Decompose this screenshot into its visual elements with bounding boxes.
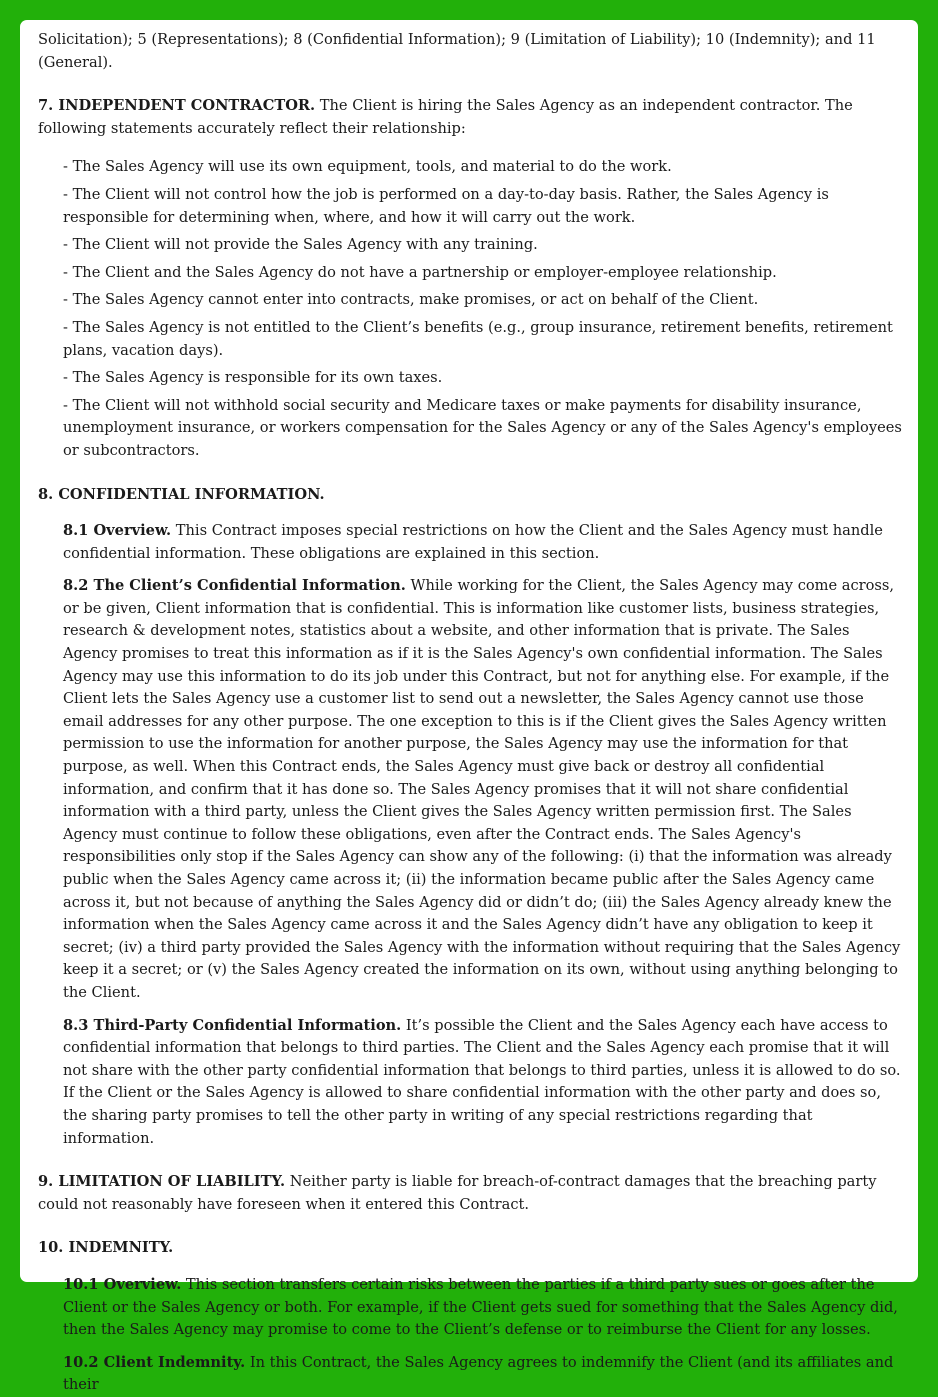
section-9-heading: 9. LIMITATION OF LIABILITY.	[38, 1173, 286, 1191]
subsection-10-2-text: In this Contract, the Sales Agency agrees to indemnify the Client (and its affiliates and their	[63, 1353, 894, 1394]
subsection-10-2	[63, 1352, 908, 1397]
bullet-item: - The Client and the Sales Agency do not have a partnership or employer-employee relationship.	[63, 263, 777, 281]
bullet-item: - The Sales Agency will use its own equipment, tools, and material to do the work.	[63, 158, 672, 176]
section-9-paragraph	[38, 1171, 908, 1216]
section-7-bullet-list	[38, 156, 908, 462]
section-7-text: The Client is hiring the Sales Agency as an independent contractor. The following statements accurately reflect their relationship:	[38, 97, 853, 137]
document-page	[20, 20, 918, 1394]
section-10-heading-line	[38, 1237, 908, 1260]
subsection-8-3-title: 8.3 Third-Party Confidential Information.	[63, 1016, 402, 1034]
subsection-10-1-text: This section transfers certain risks between the parties if a third party sues or goes after the Client or the Sales Agency or both. For example, if the Client gets sued for something that the Sales Agency did, then the Sales Agency may promise to come to the Client’s defense or to reimburse the Client for any losses.	[63, 1275, 898, 1339]
bullet-item: - The Sales Agency is not entitled to the Client’s benefits (e.g., group insurance, retirement benefits, retirement plans, vacation days).	[63, 318, 893, 359]
section-independent-contractor	[38, 95, 908, 462]
section-9-text: Neither party is liable for breach-of-contract damages that the breaching party could not reasonably have foreseen when it entered this Contract.	[38, 1173, 877, 1213]
section-7-heading: 7. INDEPENDENT CONTRACTOR.	[38, 97, 316, 115]
subsection-8-3	[63, 1015, 908, 1151]
bullet-item: - The Sales Agency cannot enter into contracts, make promises, or act on behalf of the Client.	[63, 291, 759, 309]
bullet-item: - The Client will not control how the job is performed on a day-to-day basis. Rather, the Sales Agency is responsible for determining when, where, and how it will carry out the work.	[63, 185, 829, 226]
section-8-heading: 8. CONFIDENTIAL INFORMATION.	[38, 485, 325, 503]
subsection-8-2	[63, 575, 908, 1004]
contract-body	[38, 29, 908, 1397]
intro-fragment: Solicitation); 5 (Representations); 8 (Confidential Information); 9 (Limitation of Liability); 10 (Indemnity); and 11 (General).	[38, 31, 876, 71]
section-8-heading-line	[38, 484, 908, 507]
subsection-8-1-title: 8.1 Overview.	[63, 522, 172, 540]
subsection-10-1-title: 10.1 Overview.	[63, 1275, 182, 1293]
subsection-8-1	[63, 520, 908, 565]
section-10-subsections	[38, 1274, 908, 1397]
section-10-heading: 10. INDEMNITY.	[38, 1239, 174, 1257]
section-confidential-information	[38, 484, 908, 1151]
subsection-10-1	[63, 1274, 908, 1342]
section-7-paragraph	[38, 95, 908, 140]
subsection-8-2-text: While working for the Client, the Sales Agency may come across, or be given, Client information that is confidential. This is information like customer lists, business strategies, research & development notes, statistics about a website, and other information that is private. The Sales Agency promises to treat this information as if it is the Sales Agency's own confidential information. The Sales Agency may use this information to do its job under this Contract, but not for anything else. For example, if the Client lets the Sales Agency use a customer list to send out a newsletter, the Sales Agency cannot use those email addresses for any other purpose. The one exception to this is if the Client gives the Sales Agency written permission to use the information for another purpose, the Sales Agency may use the information for that purpose, as well. When this Contract ends, the Sales Agency must give back or destroy all confidential information, and confirm that it has done so. The Sales Agency promises that it will not share confidential information with a third party, unless the Client gives the Sales Agency written permission first. The Sales Agency must continue to follow these obligations, even after the Contract ends. The Sales Agency's responsibilities only stop if the Sales Agency can show any of the following: (i) that the information was already public when the Sales Agency came across it; (ii) the information became public after the Sales Agency came across it, but not because of anything the Sales Agency did or didn’t do; (iii) the Sales Agency already knew the information when the Sales Agency came across it and the Sales Agency didn’t have any obligation to keep it secret; (iv) a third party provided the Sales Agency with the information without requiring that the Sales Agency keep it a secret; or (v) the Sales Agency created the information on its own, without using anything belonging to the Client.	[63, 577, 901, 1001]
bullet-item: - The Client will not withhold social security and Medicare taxes or make payments for disability insurance, unemployment insurance, or workers compensation for the Sales Agency or any of the Sales Agency's employees or subcontractors.	[63, 396, 902, 459]
subsection-10-2-title: 10.2 Client Indemnity.	[63, 1353, 246, 1371]
section-limitation-of-liability	[38, 1171, 908, 1216]
bullet-item: - The Sales Agency is responsible for its own taxes.	[63, 369, 443, 387]
subsection-8-1-text: This Contract imposes special restrictions on how the Client and the Sales Agency must handle confidential information. These obligations are explained in this section.	[63, 522, 883, 562]
bullet-item: - The Client will not provide the Sales Agency with any training.	[63, 236, 538, 254]
section-8-subsections	[38, 520, 908, 1150]
subsection-8-2-title: 8.2 The Client’s Confidential Information.	[63, 577, 406, 595]
section-indemnity	[38, 1237, 908, 1397]
subsection-8-3-text: It’s possible the Client and the Sales Agency each have access to confidential information that belongs to third parties. The Client and the Sales Agency each promise that it will not share with the other party confidential information that belongs to third parties, unless it is allowed to do so. If the Client or the Sales Agency is allowed to share confidential information with the other party and does so, the sharing party promises to tell the other party in writing of any special restrictions regarding that information.	[63, 1016, 901, 1147]
